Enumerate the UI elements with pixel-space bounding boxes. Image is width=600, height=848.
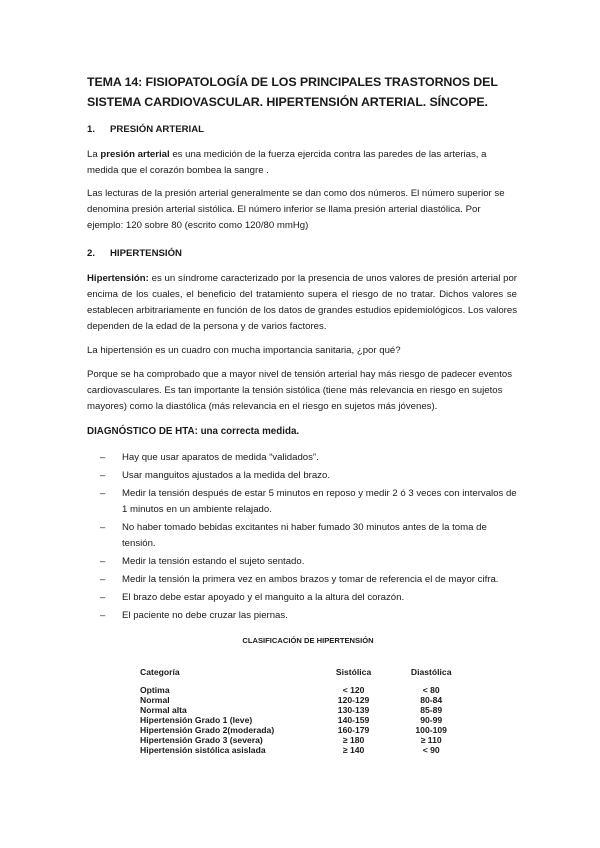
table-row: [140, 705, 470, 715]
list-item: [100, 486, 520, 518]
cell-categoria: Normal: [140, 695, 170, 705]
paragraph-lecturas: Las lecturas de la presión arterial generalmente se dan como dos números. El número superior se denomina presión arterial sistólica. El número inferior se llama presión arterial diastólica. Por ejemplo: 120 sobre 80 (escrito como 120/80 mmHg): [87, 188, 505, 231]
cell-sistolica: ≥ 140: [342, 745, 365, 755]
clasificacion-table-block: [140, 636, 470, 755]
cell-sistolica: ≥ 180: [342, 735, 365, 745]
list-item: [100, 468, 520, 484]
section-heading-text: PRESIÓN ARTERIAL: [110, 124, 204, 135]
cell-diastolica: 100-109: [415, 725, 447, 735]
bullet-dash: –: [100, 610, 106, 621]
paragraph-text: es una medición de la fuerza ejercida contra las paredes de las arterias, a medida que el corazón bombea la sangre .: [87, 149, 487, 176]
bullet-dash: –: [100, 592, 106, 603]
section-number: 2.: [87, 248, 96, 259]
cell-categoria: Hipertensión Grado 1 (leve): [140, 715, 253, 725]
paragraph-presion-definicion: [87, 147, 517, 179]
bullet-dash: –: [100, 488, 106, 499]
paragraph-porque: Porque se ha comprobado que a mayor nivel de tensión arterial hay más riesgo de padecer eventos cardiovasculares. Es tan importante la tensión sistólica (tiene más relevancia en riesgo en sujetos mayores) como la diastólica (más relevancia en el riesgo en sujetos más jóvenes).: [87, 369, 513, 412]
cell-sistolica: 140-159: [337, 715, 370, 725]
list-item: [100, 590, 520, 606]
term-presion-arterial: presión arterial: [100, 149, 170, 160]
section-heading-presion-arterial: [87, 124, 204, 135]
cell-categoria: Hipertensión sistólica asislada: [140, 745, 266, 755]
list-item-text: Medir la tensión estando el sujeto sentado.: [122, 556, 305, 567]
section-heading-hipertension: [87, 248, 182, 259]
diagnostico-list: [100, 450, 520, 626]
list-item: [100, 572, 520, 588]
document-title: TEMA 14: FISIOPATOLOGÍA DE LOS PRINCIPALES TRASTORNOS DEL SISTEMA CARDIOVASCULAR. HIPERTENSIÓN ARTERIAL. SÍNCOPE.: [87, 75, 498, 109]
cell-diastolica: 90-99: [420, 715, 443, 725]
cell-sistolica: < 120: [342, 685, 365, 695]
list-item: [100, 608, 520, 624]
cell-categoria: Normal alta: [140, 705, 187, 715]
paragraph-text: La: [87, 149, 101, 160]
cell-sistolica: 130-139: [337, 705, 370, 715]
table-row: [140, 735, 470, 745]
list-item-text: Medir la tensión la primera vez en ambos brazos y tomar de referencia el de mayor cifra.: [122, 574, 499, 585]
diagnostico-heading: DIAGNÓSTICO DE HTA: una correcta medida.: [87, 426, 300, 437]
list-item-text: El paciente no debe cruzar las piernas.: [122, 610, 288, 621]
section-heading-text: HIPERTENSIÓN: [110, 248, 182, 259]
bullet-dash: –: [100, 452, 106, 463]
list-item-text: No haber tomado bebidas excitantes ni haber fumado 30 minutos antes de la toma de tensión.: [122, 522, 487, 549]
table-row: [140, 695, 470, 705]
bullet-dash: –: [100, 556, 106, 567]
clasificacion-table: [140, 667, 470, 755]
table-row: [140, 685, 470, 695]
table-row: [140, 715, 470, 725]
cell-sistolica: 160-179: [337, 725, 370, 735]
cell-categoria: Hipertensión Grado 2(moderada): [140, 725, 275, 735]
term-hipertension: Hipertensión:: [87, 273, 149, 284]
list-item-text: Medir la tensión después de estar 5 minutos en reposo y medir 2 ó 3 veces con intervalos de 1 minutos en un ambiente relajado.: [122, 488, 517, 515]
cell-diastolica: ≥ 110: [420, 735, 442, 745]
cell-diastolica: 85-89: [420, 705, 443, 715]
table-row: [140, 725, 470, 735]
table-row: [140, 745, 470, 755]
bullet-dash: –: [100, 574, 106, 585]
list-item-text: El brazo debe estar apoyado y el manguito a la altura del corazón.: [122, 592, 405, 603]
header-diastolica: Diastólica: [410, 667, 452, 677]
paragraph-text: es un síndrome caracterizado por la presencia de unos valores de presión arterial por encima de los cuales, el beneficio del tratamiento supera el riesgo de no tratar. Dichos valores se establecen arbitrariamente en función de los datos de grandes estudios epidemiológicos. Los valores dependen de la edad de la persona y de varios factores.: [87, 273, 517, 332]
table-title: CLASIFICACIÓN DE HIPERTENSIÓN: [242, 636, 374, 645]
list-item: [100, 450, 520, 466]
table-header-row: [140, 667, 470, 685]
list-item-text: Hay que usar aparatos de medida “validados”.: [122, 452, 319, 463]
cell-diastolica: < 80: [422, 685, 440, 695]
header-categoria: Categoría: [140, 667, 180, 677]
list-item: [100, 520, 520, 552]
cell-categoria: Optima: [140, 685, 170, 695]
bullet-dash: –: [100, 522, 106, 533]
paragraph-importancia: La hipertensión es un cuadro con mucha importancia sanitaria, ¿por qué?: [87, 345, 401, 356]
header-sistolica: Sistólica: [335, 667, 372, 677]
cell-categoria: Hipertensión Grado 3 (severa): [140, 735, 263, 745]
list-item: [100, 554, 520, 570]
cell-sistolica: 120-129: [337, 695, 370, 705]
cell-diastolica: 80-84: [420, 695, 443, 705]
section-number: 1.: [87, 124, 96, 135]
cell-diastolica: < 90: [422, 745, 440, 755]
bullet-dash: –: [100, 470, 106, 481]
list-item-text: Usar manguitos ajustados a la medida del brazo.: [122, 470, 330, 481]
paragraph-hipertension-definicion: [87, 271, 517, 335]
